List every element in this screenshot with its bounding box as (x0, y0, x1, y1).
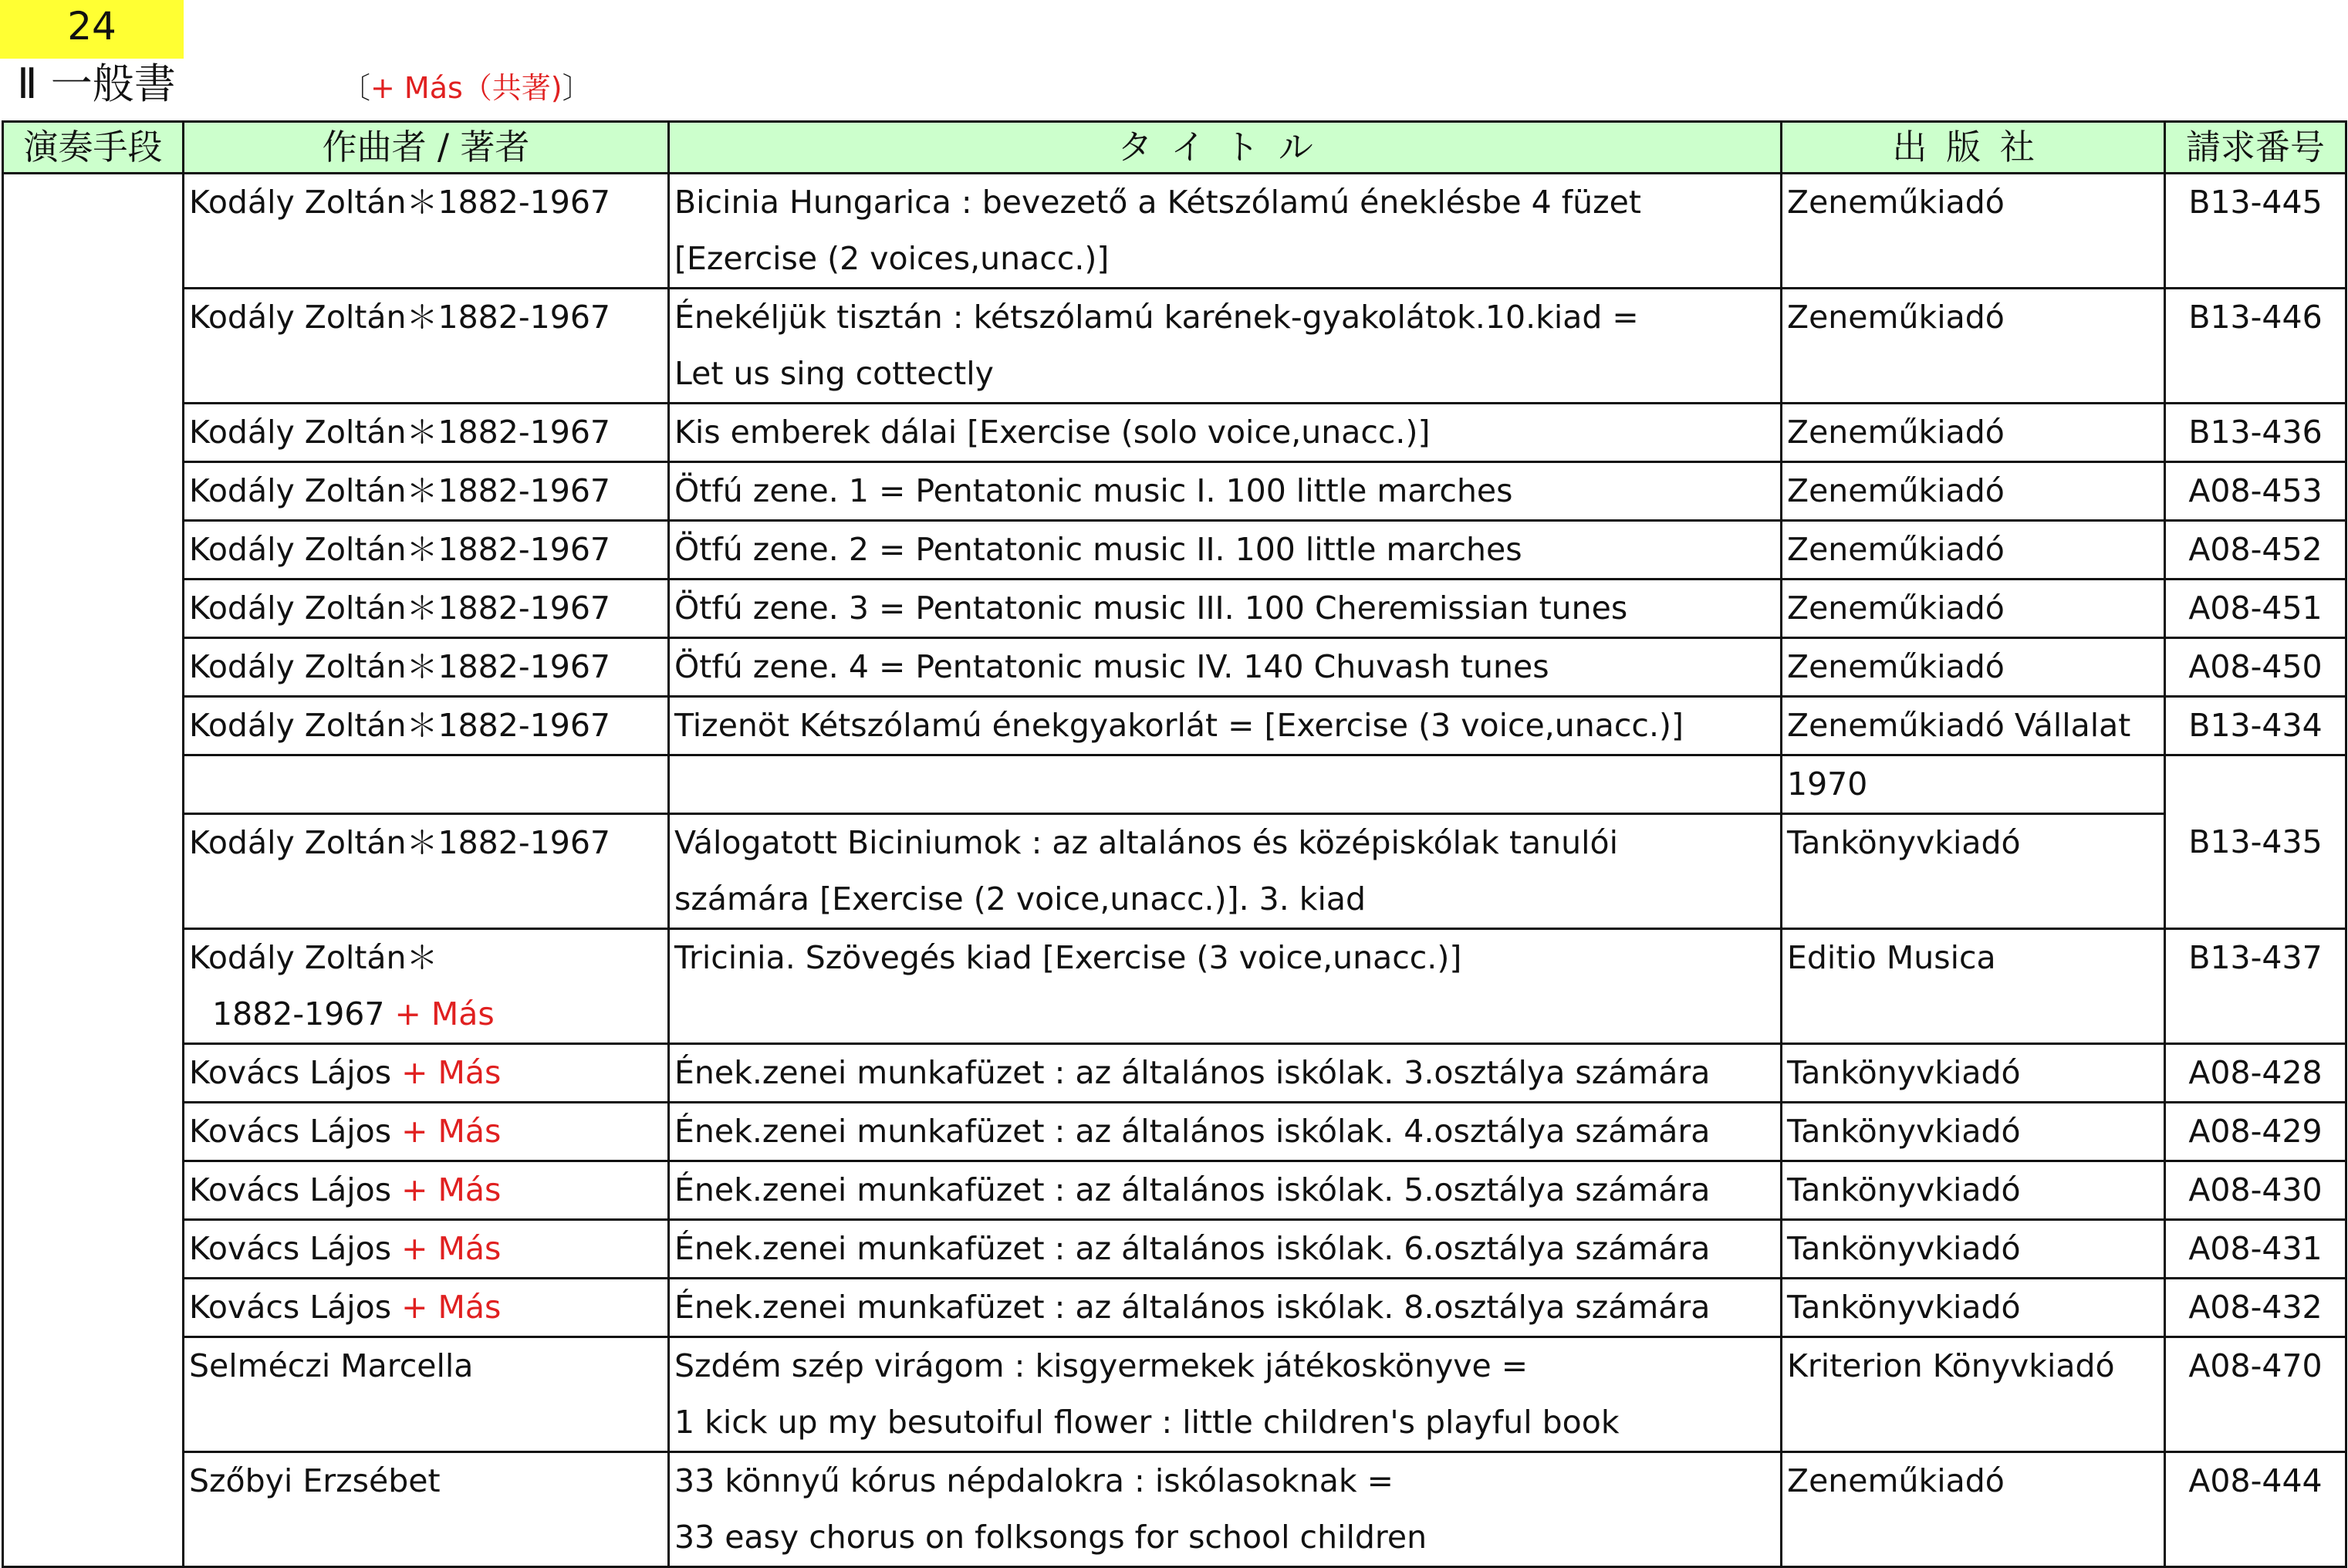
coauthor-mark: + Más (391, 1171, 502, 1208)
title-cell: Ének.zenei munkafüzet : az általános iskólak. 8.osztálya számára (669, 1279, 1782, 1337)
publisher-cell: Zeneműkiadó (1782, 580, 2165, 638)
publisher-cell: Kriterion Könyvkiadó (1782, 1337, 2165, 1452)
title-line: Válogatott Biciniumok : az altalános és középiskólak tanulói (674, 824, 1618, 861)
call-number-cell: A08-444 (2165, 1452, 2346, 1567)
title-cell: Tizenöt Kétszólamú énekgyakorlát = [Exercise (3 voice,unacc.)] (669, 697, 1782, 755)
author-cell (184, 1044, 669, 1103)
table-row (3, 521, 2346, 580)
title-cell: Kis emberek dálai [Exercise (solo voice,unacc.)] (669, 404, 1782, 462)
publisher-cell: Editio Musica (1782, 929, 2165, 1044)
author-cell (184, 755, 669, 814)
call-number-cell: A08-429 (2165, 1103, 2346, 1161)
publisher-cell: Zeneműkiadó (1782, 289, 2165, 404)
publisher-cell: Zeneműkiadó (1782, 638, 2165, 697)
title-cell: Ötfú zene. 3 = Pentatonic music III. 100 Cheremissian tunes (669, 580, 1782, 638)
header-publisher: 出版社 (1782, 122, 2165, 174)
title-cell (669, 1337, 1782, 1452)
author-cell (184, 929, 669, 1044)
title-line: 1 kick up my besutoiful flower : little children's playful book (674, 1404, 1620, 1441)
author-cell (184, 1220, 669, 1279)
title-cell: Ének.zenei munkafüzet : az általános iskólak. 3.osztálya számára (669, 1044, 1782, 1103)
publisher-cell: Zeneműkiadó (1782, 521, 2165, 580)
table-row (3, 638, 2346, 697)
call-number-cell: A08-450 (2165, 638, 2346, 697)
table-row (3, 814, 2346, 929)
author-line: Kodály Zoltán＊ (189, 939, 438, 976)
table-row (3, 1161, 2346, 1220)
table-row (3, 174, 2346, 289)
call-number-cell: A08-451 (2165, 580, 2346, 638)
author-cell: Kodály Zoltán＊1882-1967 (184, 174, 669, 289)
table-row (3, 289, 2346, 404)
author-name: Kovács Lájos (189, 1289, 392, 1326)
table-row (3, 1279, 2346, 1337)
title-cell: Ötfú zene. 1 = Pentatonic music I. 100 little marches (669, 462, 1782, 521)
table-row (3, 404, 2346, 462)
header-title: タイトル (669, 122, 1782, 174)
title-cell: Tricinia. Szövegés kiad [Exercise (3 voice,unacc.)] (669, 929, 1782, 1044)
page-number: 24 (0, 0, 184, 59)
publisher-cell: Tankönyvkiadó (1782, 1044, 2165, 1103)
call-number-cell: A08-470 (2165, 1337, 2346, 1452)
table-row (3, 755, 2346, 814)
coauthor-mark: + Más (391, 1289, 502, 1326)
author-cell: Kodály Zoltán＊1882-1967 (184, 289, 669, 404)
title-cell (669, 1452, 1782, 1567)
call-number-cell: B13-435 (2165, 755, 2346, 929)
call-number-cell: A08-431 (2165, 1220, 2346, 1279)
publisher-cell: Zeneműkiadó (1782, 174, 2165, 289)
title-cell: Ének.zenei munkafüzet : az általános iskólak. 5.osztálya számára (669, 1161, 1782, 1220)
publisher-cell: Tankönyvkiadó (1782, 814, 2165, 929)
table-row (3, 1452, 2346, 1567)
title-cell (669, 289, 1782, 404)
author-cell: Kodály Zoltán＊1882-1967 (184, 814, 669, 929)
publisher-cell: Tankönyvkiadó (1782, 1103, 2165, 1161)
author-cell: Kodály Zoltán＊1882-1967 (184, 697, 669, 755)
author-cell: Kodály Zoltán＊1882-1967 (184, 404, 669, 462)
section-title: Ⅱ 一般書 (17, 59, 176, 108)
call-number-cell: B13-436 (2165, 404, 2346, 462)
author-cell (184, 1161, 669, 1220)
header-medium: 演奏手段 (3, 122, 184, 174)
coauthor-mark: + Más (384, 995, 495, 1032)
title-cell: Ötfú zene. 4 = Pentatonic music IV. 140 Chuvash tunes (669, 638, 1782, 697)
publisher-cell: Tankönyvkiadó (1782, 1279, 2165, 1337)
publisher-cell: Zeneműkiadó Vállalat (1782, 697, 2165, 755)
author-line (189, 986, 667, 1043)
call-number-cell: B13-445 (2165, 174, 2346, 289)
call-number-cell: A08-432 (2165, 1279, 2346, 1337)
publisher-cell: Zeneműkiadó (1782, 1452, 2165, 1567)
title-line: [Ezercise (2 voices,unacc.)] (674, 240, 1110, 277)
title-cell (669, 755, 1782, 814)
publisher-cell: Tankönyvkiadó (1782, 1161, 2165, 1220)
publisher-cell: Zeneműkiadó (1782, 404, 2165, 462)
author-cell: Szőbyi Erzsébet (184, 1452, 669, 1567)
title-cell: Ötfú zene. 2 = Pentatonic music II. 100 little marches (669, 521, 1782, 580)
title-cell: Ének.zenei munkafüzet : az általános iskólak. 4.osztálya számára (669, 1103, 1782, 1161)
author-years: 1882-1967 (212, 995, 385, 1032)
table-row (3, 580, 2346, 638)
call-number-cell: B13-437 (2165, 929, 2346, 1044)
coauthor-mark: + Más (391, 1230, 502, 1267)
author-cell: Kodály Zoltán＊1882-1967 (184, 521, 669, 580)
author-name: Kovács Lájos (189, 1054, 392, 1091)
call-number-cell: A08-430 (2165, 1161, 2346, 1220)
legend-suffix: 〕 (562, 71, 592, 105)
author-cell (184, 1103, 669, 1161)
call-number-cell: A08-453 (2165, 462, 2346, 521)
call-number-cell: A08-428 (2165, 1044, 2346, 1103)
table-row (3, 1044, 2346, 1103)
title-cell: Ének.zenei munkafüzet : az általános iskólak. 6.osztálya számára (669, 1220, 1782, 1279)
header-author: 作曲者 / 著者 (184, 122, 669, 174)
author-cell: Kodály Zoltán＊1882-1967 (184, 638, 669, 697)
publisher-cell: 1970 (1782, 755, 2165, 814)
author-cell: Kodály Zoltán＊1882-1967 (184, 580, 669, 638)
title-line: Szdém szép virágom : kisgyermekek játékoskönyve = (674, 1347, 1529, 1384)
title-line: 33 easy chorus on folksongs for school children (674, 1519, 1427, 1556)
medium-cell (3, 174, 184, 1567)
table-row (3, 462, 2346, 521)
table-row (3, 1220, 2346, 1279)
title-cell (669, 174, 1782, 289)
title-cell (669, 814, 1782, 929)
table-header (3, 122, 2346, 174)
catalog-table (2, 120, 2347, 1568)
legend-prefix: 〔 (341, 71, 371, 105)
title-line: 33 könnyű kórus népdalokra : iskólasoknak = (674, 1462, 1394, 1499)
table-row (3, 1337, 2346, 1452)
author-name: Kovács Lájos (189, 1171, 392, 1208)
call-number-cell: B13-434 (2165, 697, 2346, 755)
call-number-cell: A08-452 (2165, 521, 2346, 580)
title-line: Bicinia Hungarica : bevezető a Kétszólamú éneklésbe 4 füzet (674, 184, 1641, 221)
legend-red: + Más（共著) (370, 71, 563, 105)
coauthor-legend (341, 63, 592, 113)
title-line: Énekéljük tisztán : kétszólamú karének-gyakolátok.10.kiad = (674, 299, 1639, 336)
table-row (3, 697, 2346, 755)
coauthor-mark: + Más (391, 1113, 502, 1150)
header-call-number: 請求番号 (2165, 122, 2346, 174)
coauthor-mark: + Más (391, 1054, 502, 1091)
table-row (3, 1103, 2346, 1161)
publisher-cell: Zeneműkiadó (1782, 462, 2165, 521)
title-line: számára [Exercise (2 voice,unacc.)]. 3. kiad (674, 880, 1367, 917)
table-row (3, 929, 2346, 1044)
publisher-cell: Tankönyvkiadó (1782, 1220, 2165, 1279)
title-line: Let us sing cottectly (674, 355, 994, 392)
author-cell (184, 1279, 669, 1337)
call-number-cell: B13-446 (2165, 289, 2346, 404)
author-cell: Selméczi Marcella (184, 1337, 669, 1452)
author-name: Kovács Lájos (189, 1113, 392, 1150)
author-cell: Kodály Zoltán＊1882-1967 (184, 462, 669, 521)
author-name: Kovács Lájos (189, 1230, 392, 1267)
